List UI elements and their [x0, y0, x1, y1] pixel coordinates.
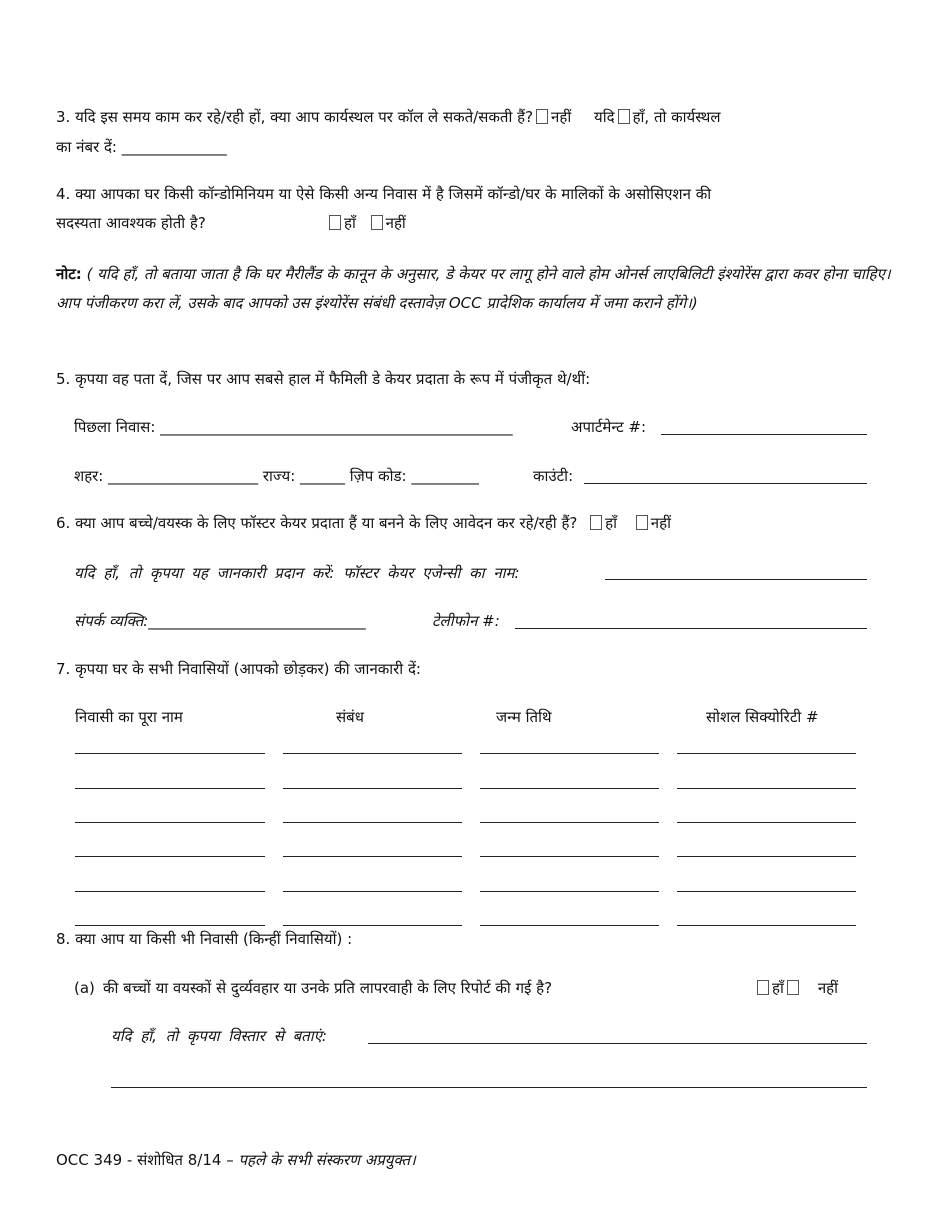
q3-yes-checkbox[interactable] [618, 109, 630, 124]
q7-col-dob: जन्म तिथि [496, 708, 552, 726]
resident-row-2-ssn-field[interactable] [677, 788, 856, 789]
resident-row-2-dob-field[interactable] [480, 788, 659, 789]
resident-row-6-dob-field[interactable] [480, 925, 659, 926]
resident-row-6-ssn-field[interactable] [677, 925, 856, 926]
q8a-details-field-2[interactable] [111, 1087, 867, 1088]
q6-phone-label: टेलीफोन #: [432, 612, 500, 630]
footer-note: पहले के सभी संस्करण अप्रयुक्त। [238, 1151, 416, 1169]
q8a-text: की बच्चों या वयस्कों से दुर्व्यवहार या उनके प्रति लापरवाही के लिए रिपोर्ट की गई है? [103, 979, 553, 997]
resident-row-5-dob-field[interactable] [480, 891, 659, 892]
q6-yes-checkbox[interactable] [590, 515, 602, 530]
q4-yes-checkbox[interactable] [329, 215, 341, 230]
note-label: नोट: [56, 265, 82, 283]
resident-row-3-name-field[interactable] [75, 822, 265, 823]
q7-col-name: निवासी का पूरा नाम [75, 708, 183, 726]
q8-line1: 8. क्या आप या किसी भी निवासी (किन्हीं निवासियों) : [56, 930, 353, 948]
resident-row-5-ssn-field[interactable] [677, 891, 856, 892]
q8a-options: हाँ नहीं [754, 977, 838, 999]
q8a-no-checkbox[interactable] [787, 980, 799, 995]
q8a-label: (a) [74, 979, 95, 997]
resident-row-2-relation-field[interactable] [283, 788, 462, 789]
q6-contact[interactable]: संपर्क व्यक्ति:_____________________________ [74, 612, 366, 630]
resident-row-1-dob-field[interactable] [480, 753, 659, 754]
resident-row-5-relation-field[interactable] [283, 891, 462, 892]
q4-line1: 4. क्या आपका घर किसी कॉन्डोमिनियम या ऐसे किसी अन्य निवास में है जिसमें कॉन्डो/घर के मालिकों के असोसिएशन की [56, 185, 712, 203]
q6-no-checkbox[interactable] [636, 515, 648, 530]
q6-line1: 6. क्या आप बच्चे/वयस्क के लिए फॉस्टर केयर प्रदाता हैं या बनने के लिए आवेदन कर रहे/रही हैं? हाँ नहीं [56, 514, 671, 532]
q8a-yes-checkbox[interactable] [757, 980, 769, 995]
resident-row-2-name-field[interactable] [75, 788, 265, 789]
q3-no-label: नहीं [551, 108, 572, 126]
q6-agency-label: यदि हाँ, तो कृपया यह जानकारी प्रदान करें: फॉस्टर केयर एजेन्सी का नाम: [74, 564, 520, 582]
q5-line1: 5. कृपया वह पता दें, जिस पर आप सबसे हाल में फैमिली डे केयर प्रदाता के रूप में पंजीकृत थे/थीं: [56, 370, 591, 388]
q5-apartment-label: अपार्टमेन्ट #: [571, 418, 647, 436]
q5-county-label: काउंटी: [533, 467, 574, 485]
resident-row-6-relation-field[interactable] [283, 925, 462, 926]
note-paragraph [56, 260, 901, 318]
q7-line1: 7. कृपया घर के सभी निवासियों (आपको छोड़कर) की जानकारी दें: [56, 660, 421, 678]
q4-line2: सदस्यता आवश्यक होती है? [56, 214, 206, 232]
q4-no-checkbox[interactable] [371, 215, 383, 230]
q5-city-state-zip[interactable]: शहर: ____________________ राज्य: ______ ज़िप कोड: _________ [74, 467, 479, 485]
resident-row-3-dob-field[interactable] [480, 822, 659, 823]
q5-prev-residence[interactable]: पिछला निवास: _______________________________________________ [74, 418, 513, 436]
resident-row-3-relation-field[interactable] [283, 822, 462, 823]
q7-col-relation: संबंध [336, 708, 364, 726]
resident-row-5-name-field[interactable] [75, 891, 265, 892]
q5-apartment-field[interactable] [661, 434, 867, 435]
resident-row-4-ssn-field[interactable] [677, 856, 856, 857]
q8a-details-field-1[interactable] [368, 1043, 867, 1044]
resident-row-4-name-field[interactable] [75, 856, 265, 857]
resident-row-3-ssn-field[interactable] [677, 822, 856, 823]
q4-options: हाँ नहीं [326, 212, 406, 234]
q6-phone-field[interactable] [515, 628, 867, 629]
q8a-details-label: यदि हाँ, तो कृपया विस्तार से बताएं: [111, 1027, 327, 1045]
resident-row-4-relation-field[interactable] [283, 856, 462, 857]
footer-form-id: OCC 349 - संशोधित 8/14 – [56, 1151, 234, 1169]
resident-row-1-ssn-field[interactable] [677, 753, 856, 754]
q5-county-field[interactable] [584, 483, 867, 484]
note-text: ( यदि हाँ, तो बताया जाता है कि घर मैरीलैंड के कानून के अनुसार, डे केयर पर लागू होने वाले होम ओनर्स लाएबिलिटी इंश्योरेंस द्वारा कवर होना चाहिए। आप पंजीकरण करा लें, उसके बाद आपको उस इंश्योरेंस संबंधी दस्तावेज़ OCC प्रादेशिक कार्यालय में जमा कराने होंगे।) [56, 265, 891, 312]
resident-row-4-dob-field[interactable] [480, 856, 659, 857]
q3-line1: 3. यदि इस समय काम कर रहे/रही हों, क्या आप कार्यस्थल पर कॉल ले सकते/सकती हैं? नहीं यदि हाँ, तो कार्यस्थल [56, 108, 721, 126]
footer [56, 1149, 416, 1171]
q6-agency-field[interactable] [605, 579, 867, 580]
resident-row-6-name-field[interactable] [75, 925, 265, 926]
resident-row-1-name-field[interactable] [75, 753, 265, 754]
q7-col-ssn: सोशल सिक्योरिटी # [706, 708, 819, 726]
q3-line2[interactable]: का नंबर दें: ______________ [56, 138, 227, 156]
q3-no-checkbox[interactable] [536, 109, 548, 124]
resident-row-1-relation-field[interactable] [283, 753, 462, 754]
